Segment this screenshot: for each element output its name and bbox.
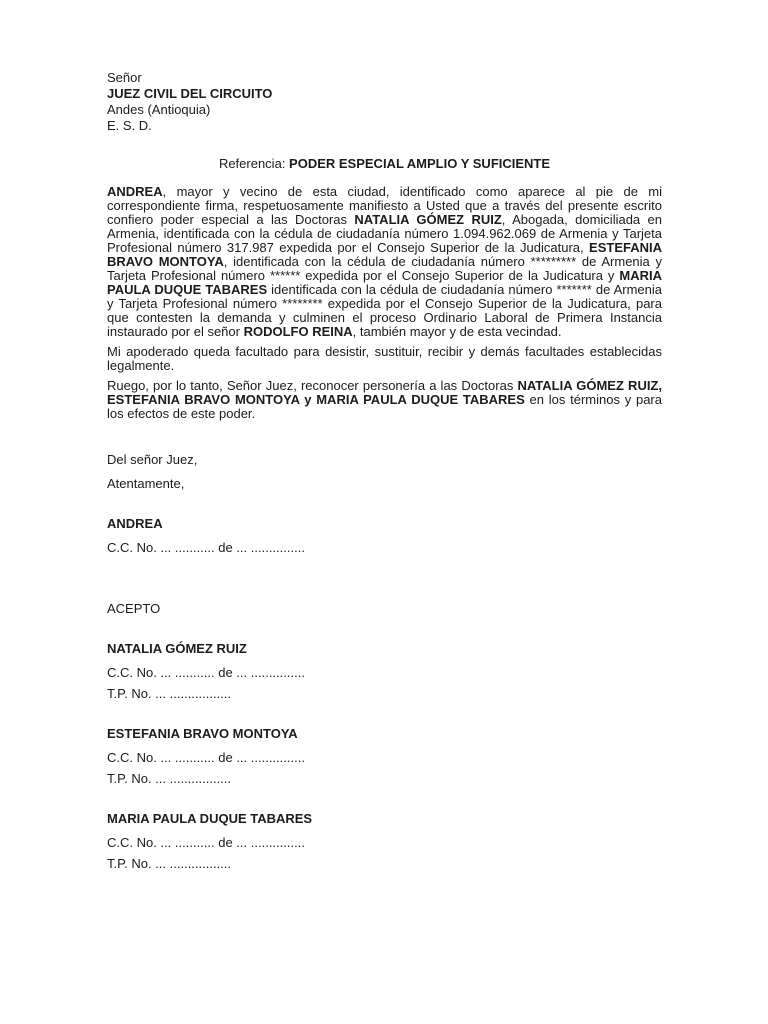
text-run: Mi apoderado queda facultado para desistir, sustituir, recibir y demás facultades establecidas legalmente. [107,344,662,373]
attorney-signature-name: MARIA PAULA DUQUE TABARES [107,811,313,826]
attorney-cc-line: C.C. No. ... ........... de ... ............... [107,835,305,850]
bold-text-run: ESTEFANIA BRAVO MONTOYA [107,240,662,269]
bold-text-run: NATALIA GÓMEZ RUIZ, ESTEFANIA BRAVO MONTOYA y MARIA PAULA DUQUE TABARES [107,378,663,407]
attorney-tp-line: T.P. No. ... ................. [107,856,232,871]
reference-label: Referencia: [218,156,290,171]
closing-line: Del señor Juez, [107,452,198,467]
attorney-tp-line: T.P. No. ... ................. [107,771,232,786]
closing-block [107,453,662,491]
body-paragraphs [107,185,662,421]
body-paragraph [107,379,662,421]
recipient-block [107,70,662,134]
attorney-tp-line: T.P. No. ... ................. [107,686,232,701]
attorney-signature-name: ESTEFANIA BRAVO MONTOYA [107,726,298,741]
text-run: , también mayor y de esta vecindad. [352,324,562,339]
attorney-cc-line: C.C. No. ... ........... de ... ............... [107,665,305,680]
bold-text-run: MARIA PAULA DUQUE TABARES [107,268,662,297]
recipient-line: Andes (Antioquia) [107,102,211,117]
reference-title: PODER ESPECIAL AMPLIO Y SUFICIENTE [289,156,551,171]
recipient-line: JUEZ CIVIL DEL CIRCUITO [107,86,273,101]
grantor-signature-name: ANDREA [107,516,163,531]
bold-text-run: NATALIA GÓMEZ RUIZ [354,212,502,227]
attorney-signatures [107,642,662,871]
grantor-cc-line: C.C. No. ... ........... de ... ............... [107,540,305,555]
text-run: , mayor y vecino de esta ciudad, identificado como aparece al pie de mi correspondiente firma, respetuosamente manifiesto a Usted que a través del presente escrito confiero poder especial a las Doctoras [107,184,662,227]
attorney-cc-line: C.C. No. ... ........... de ... ............... [107,750,305,765]
text-run: en los términos y para los efectos de este poder. [107,392,662,421]
acceptance-label: ACEPTO [107,601,161,616]
closing-line: Atentamente, [107,476,185,491]
recipient-line: E. S. D. [107,118,152,133]
reference-line [107,156,662,172]
text-run: , Abogada, domiciliada en Armenia, identificada con la cédula de ciudadanía número 1.094.962.069 de Armenia y Tarjeta Profesional número 317.987 expedida por el Consejo Superior de la Judicatura, [107,212,663,255]
body-paragraph [107,345,662,373]
bold-text-run: RODOLFO REINA [243,324,353,339]
text-run: , identificada con la cédula de ciudadanía número ********* de Armenia y Tarjeta Profesional número ****** expedida por el Consejo Superior de la Judicatura y [107,254,663,283]
bold-text-run: ANDREA [107,184,163,199]
recipient-line: Señor [107,70,142,85]
attorney-signature-name: NATALIA GÓMEZ RUIZ [107,641,247,656]
body-paragraph [107,185,662,339]
text-run: identificada con la cédula de ciudadanía número ******* de Armenia y Tarjeta Profesional número ******** expedida por el Consejo Superior de la Judicatura, para que contesten la demanda y culminen el proceso Ordinario Laboral de Primera Instancia instaurado por el señor [107,282,663,339]
text-run: Ruego, por lo tanto, Señor Juez, reconocer personería a las Doctoras [107,378,518,393]
